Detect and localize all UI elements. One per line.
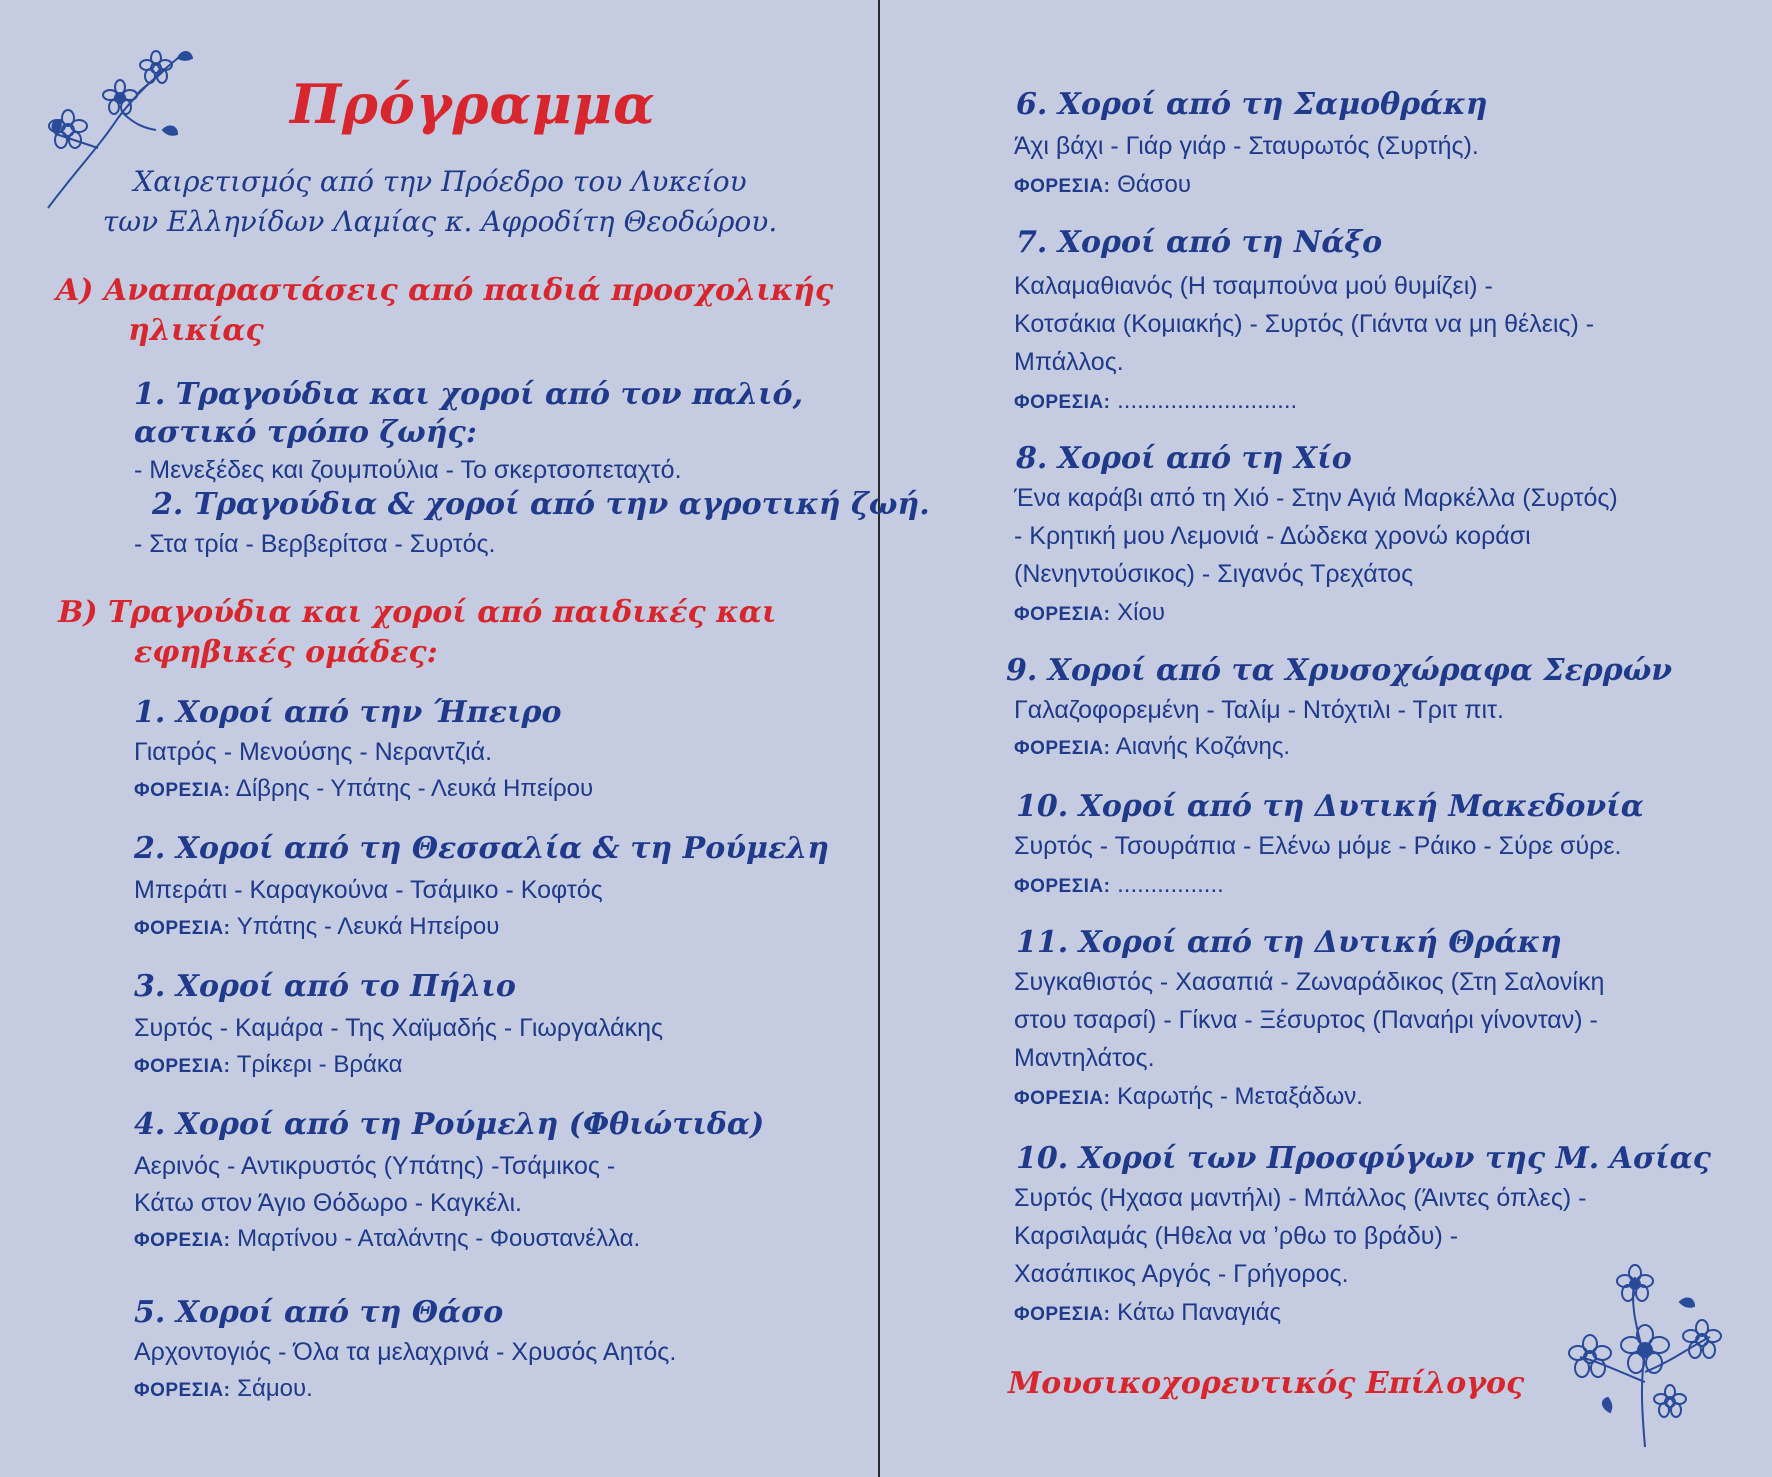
foresia-value: Καρωτής - Μεταξάδων. — [1117, 1083, 1363, 1110]
program-item-title: 10. Χοροί από τη Δυτική Μακεδονία — [1016, 789, 1644, 824]
program-item-foresia — [1014, 168, 1191, 204]
section-b-title-cont: εφηβικές ομάδες: — [134, 635, 438, 670]
section-b-item-title: 2. Χοροί από τη Θεσσαλία & τη Ρούμελη — [134, 831, 830, 866]
program-item-title: 9. Χοροί από τα Χρυσοχώραφα Σερρών — [1006, 653, 1673, 688]
foresia-value: Κάτω Παναγιάς — [1117, 1299, 1282, 1326]
program-item-foresia — [1014, 596, 1165, 632]
program-item-songs: Συρτός (Ηχασα μαντήλι) - Μπάλλος (Άιντες όπλες) - — [1014, 1184, 1587, 1212]
right-column — [880, 0, 1772, 1477]
foresia-label: ΦΟΡΕΣΙΑ: — [1014, 604, 1111, 625]
program-item-songs: - Κρητική μου Λεμονιά - Δώδεκα χρονώ κοράσι — [1014, 522, 1531, 550]
foresia-label: ΦΟΡΕΣΙΑ: — [134, 1056, 231, 1077]
foresia-label: ΦΟΡΕΣΙΑ: — [134, 918, 231, 939]
closing-text: Μουσικοχορευτικός Επίλογος — [1008, 1366, 1525, 1401]
foresia-label: ΦΟΡΕΣΙΑ: — [1014, 738, 1111, 759]
program-item-songs: (Νενηντούσικος) - Σιγανός Τρεχάτος — [1014, 560, 1414, 588]
section-a-item-title-cont: αστικό τρόπο ζωής: — [134, 415, 477, 450]
greeting-text — [100, 162, 780, 242]
section-a-title-cont: ηλικίας — [128, 313, 264, 348]
program-item-songs: στου τσαρσί) - Γίκνα - Ξέσυρτος (Παναήρι γίνονταν) - — [1014, 1006, 1598, 1034]
section-b-item-foresia — [134, 1222, 640, 1258]
program-item-songs: Ένα καράβι από τη Χιό - Στην Αγιά Μαρκέλλα (Συρτός) — [1014, 484, 1618, 512]
program-item-songs: Χασάπικος Αργός - Γρήγορος. — [1014, 1260, 1349, 1288]
program-item-songs: Συγκαθιστός - Χασαπιά - Ζωναράδικος (Στη Σαλονίκη — [1014, 968, 1605, 996]
section-b-item-songs: Μπεράτι - Καραγκούνα - Τσάμικο - Κοφτός — [134, 876, 603, 904]
section-b-item-foresia — [134, 1048, 402, 1084]
page-title: Πρόγραμμα — [290, 72, 656, 136]
section-b-item-title: 3. Χοροί από το Πήλιο — [134, 969, 516, 1004]
foresia-value: Σάμου. — [237, 1375, 313, 1402]
program-item-foresia — [1014, 1080, 1363, 1116]
foresia-value: Αιανής Κοζάνης. — [1115, 733, 1291, 760]
foresia-value: ................ — [1117, 871, 1224, 898]
program-item-songs: Γαλαζοφορεμένη - Ταλίμ - Ντόχτιλι - Τριτ πιτ. — [1014, 696, 1504, 724]
section-a-title: Α) Αναπαραστάσεις από παιδιά προσχολικής — [56, 273, 834, 308]
section-b-title: Β) Τραγούδια και χοροί από παιδικές και — [58, 595, 777, 630]
program-item-songs: Συρτός - Τσουράπια - Ελένω μόμε - Ράικο - Σύρε σύρε. — [1014, 832, 1622, 860]
program-item-title: 6. Χοροί από τη Σαμοθράκη — [1016, 87, 1488, 122]
foresia-label: ΦΟΡΕΣΙΑ: — [1014, 1088, 1111, 1109]
foresia-label: ΦΟΡΕΣΙΑ: — [134, 1230, 231, 1251]
section-b-item-songs: Κάτω στον Άγιο Θόδωρο - Καγκέλι. — [134, 1189, 522, 1217]
foresia-label: ΦΟΡΕΣΙΑ: — [1014, 176, 1111, 197]
program-item-songs: Καρσιλαμάς (Ηθελα να ’ρθω το βράδυ) - — [1014, 1222, 1459, 1250]
greeting-line: Χαιρετισμός από την Πρόεδρο του Λυκείου — [133, 165, 747, 198]
foresia-label: ΦΟΡΕΣΙΑ: — [1014, 392, 1111, 413]
section-a-item-songs: - Στα τρία - Βερβερίτσα - Συρτός. — [134, 530, 496, 558]
program-item-title: 10. Χοροί των Προσφύγων της Μ. Ασίας — [1016, 1141, 1711, 1176]
section-a-item-title: 2. Τραγούδια & χοροί από την αγροτική ζωή. — [152, 487, 930, 522]
program-item-foresia — [1014, 1296, 1281, 1332]
foresia-value: ........................... — [1117, 387, 1298, 414]
section-b-item-title: 4. Χοροί από τη Ρούμελη (Φθιώτιδα) — [134, 1107, 765, 1142]
foresia-value: Δίβρης - Υπάτης - Λευκά Ηπείρου — [235, 775, 594, 802]
foresia-label: ΦΟΡΕΣΙΑ: — [134, 780, 231, 801]
section-a-item-songs: - Μενεξέδες και ζουμπούλια - Το σκερτσοπεταχτό. — [134, 456, 682, 484]
flower-bouquet-icon — [1550, 1262, 1740, 1452]
foresia-label: ΦΟΡΕΣΙΑ: — [134, 1380, 231, 1401]
section-b-item-title: 5. Χοροί από τη Θάσο — [134, 1295, 504, 1330]
greeting-line: των Ελληνίδων Λαμίας κ. Αφροδίτη Θεοδώρου. — [102, 205, 778, 238]
section-b-item-title: 1. Χοροί από την Ήπειρο — [134, 695, 562, 730]
foresia-value: Τρίκερι - Βράκα — [236, 1051, 403, 1078]
section-b-item-songs: Αρχοντογιός - Όλα τα μελαχρινά - Χρυσός Αητός. — [134, 1338, 677, 1366]
section-b-item-songs: Γιατρός - Μενούσης - Νεραντζιά. — [134, 738, 493, 766]
program-item-title: 7. Χοροί από τη Νάξο — [1016, 225, 1383, 260]
foresia-label: ΦΟΡΕΣΙΑ: — [1014, 876, 1111, 897]
section-b-item-foresia — [134, 772, 593, 808]
section-b-item-songs: Αερινός - Αντικρυστός (Υπάτης) -Τσάμικος - — [134, 1152, 616, 1180]
section-b-item-foresia — [134, 1372, 313, 1408]
foresia-value: Μαρτίνου - Αταλάντης - Φουστανέλλα. — [237, 1225, 641, 1252]
program-item-songs: Καλαμαθιανός (Η τσαμπούνα μού θυμίζει) - — [1014, 272, 1493, 300]
program-item-foresia — [1014, 384, 1297, 420]
program-item-title: 8. Χοροί από τη Χίο — [1016, 441, 1352, 476]
program-item-songs: Μαντηλάτος. — [1014, 1044, 1155, 1072]
section-b-item-foresia — [134, 910, 499, 946]
section-a-item-title: 1. Τραγούδια και χοροί από τον παλιό, — [134, 377, 804, 412]
program-item-title: 11. Χοροί από τη Δυτική Θράκη — [1016, 925, 1562, 960]
program-item-songs: Κοτσάκια (Κομιακής) - Συρτός (Γιάντα να μη θέλεις) - — [1014, 310, 1595, 338]
program-item-foresia — [1014, 730, 1290, 766]
program-item-foresia — [1014, 868, 1224, 904]
foresia-label: ΦΟΡΕΣΙΑ: — [1014, 1304, 1111, 1325]
section-b-item-songs: Συρτός - Καμάρα - Της Χαϊμαδής - Γιωργαλάκης — [134, 1014, 664, 1042]
program-item-songs: Μπάλλος. — [1014, 348, 1124, 376]
foresia-value: Χίου — [1117, 599, 1165, 626]
foresia-value: Θάσου — [1117, 171, 1191, 198]
foresia-value: Υπάτης - Λευκά Ηπείρου — [236, 913, 500, 940]
program-item-songs: Άχι βάχι - Γιάρ γιάρ - Σταυρωτός (Συρτής). — [1014, 132, 1479, 160]
